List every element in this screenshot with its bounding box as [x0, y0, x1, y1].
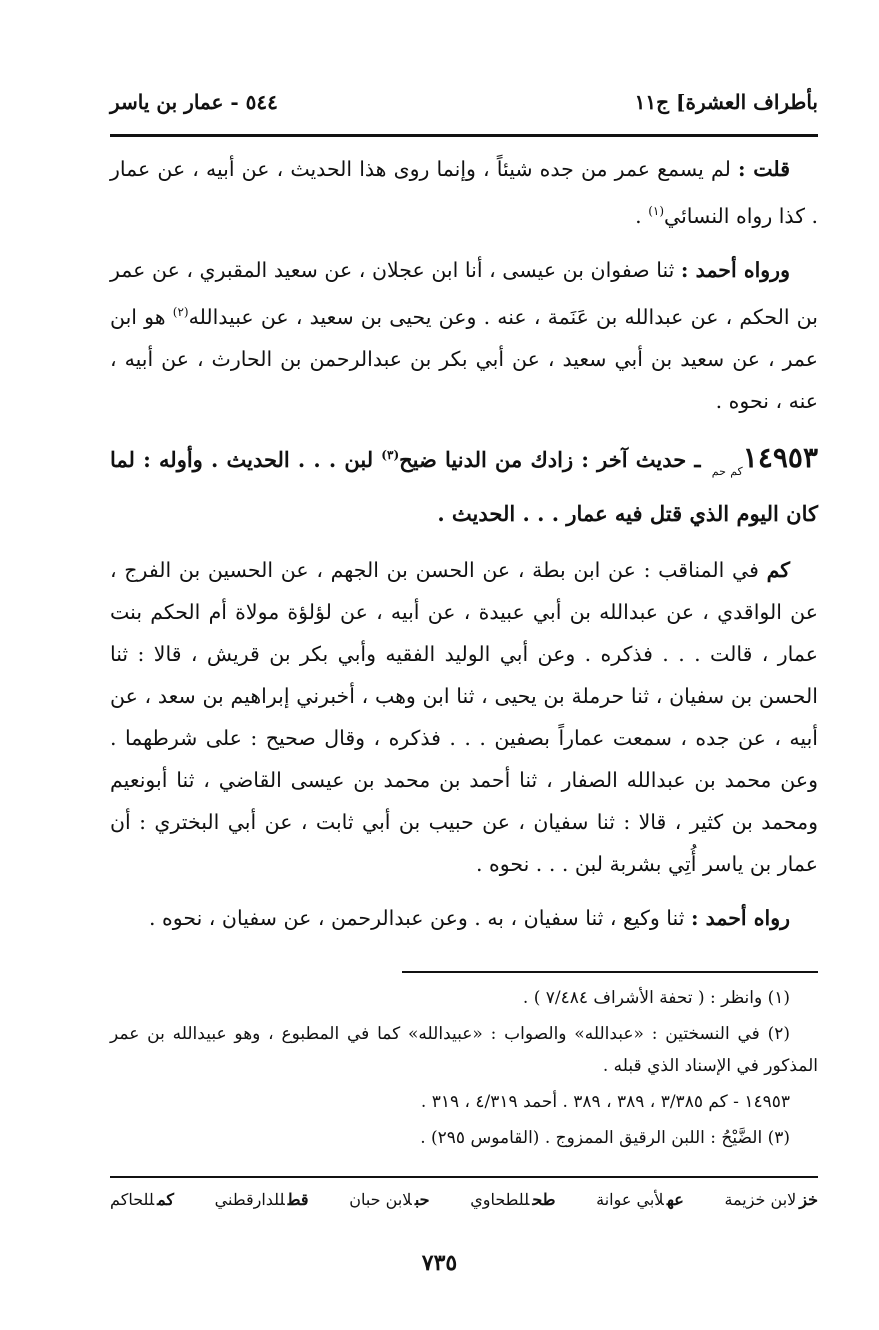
- hadith-heading: [110, 434, 818, 535]
- running-header: [110, 82, 818, 122]
- paragraph-tail: .: [635, 203, 649, 228]
- footnote-ref: (٣): [381, 447, 400, 462]
- hadith-text-continued: لبن . . . الحديث . وأوله : لما كان اليوم الذي قتل فيه عمار . . . الحديث .: [110, 446, 818, 526]
- source-abbr: حب: [414, 1190, 430, 1209]
- source-abbr: طح: [532, 1190, 556, 1209]
- source-name: لأبي عوانة: [596, 1190, 664, 1209]
- footnote-rule: [402, 971, 818, 973]
- source-name: للطحاوي: [470, 1190, 530, 1209]
- hadith-source-tag: كم حم: [711, 464, 743, 478]
- source-name: لابن حبان: [349, 1190, 412, 1209]
- source-abbr: خز: [799, 1190, 818, 1209]
- footnotes: [110, 982, 818, 1158]
- paragraph-text: ثنا صفوان بن عيسى ، أنا ابن عجلان ، عن سعيد المقبري ، عن عمر بن الحكم ، عن عبدالله بن عَنَمة ، عنه . وعن يحيى بن سعيد ، عن عبيدالله: [110, 257, 818, 329]
- source-item: [215, 1190, 309, 1209]
- hadith-text: ـ حديث آخر : زادك من الدنيا ضيح: [399, 446, 709, 472]
- paragraph-text: لم يسمع عمر من جده شيئاً ، وإنما روى هذا الحديث ، عن أبيه ، عن عمار . كذا رواه النسائي: [110, 157, 818, 228]
- paragraph-ahmad: [110, 249, 818, 422]
- paragraph-rawahu-ahmad: [110, 897, 818, 939]
- source-name: للدارقطني: [214, 1190, 285, 1209]
- paragraph-lead: رواه أحمد :: [690, 905, 790, 930]
- footnote-1: (١) وانظر : ( تحفة الأشراف ٧/٤٨٤ ) .: [522, 988, 790, 1008]
- footnote-hadith-refs: ١٤٩٥٣ - كم ٣/٣٨٥ ، ٣٨٩ ، ٣٨٩ . أحمد ٤/٣١٩ ، ٣١٩ .: [420, 1092, 790, 1112]
- paragraph-text: في المناقب : عن ابن بطة ، عن الحسن بن الجهم ، عن الحسين بن الفرج ، عن الواقدي ، عن عبدالله بن أبي عبيدة ، عن أبيه ، عن لؤلؤة مولاة أم الحكم بنت عمار ، قالت . . . فذكره . وعن أبي الوليد الفقيه وأبي بكر بن قريش ، قالا : ثنا الحسن بن سفيان ، ثنا حرملة بن يحيى ، ثنا ابن وهب ، أخبرني إبراهيم بن سعد ، عن أبيه ، عن جده ، سمعت عماراً بصفين . . . فذكره ، وقال صحيح : على شرطهما . وعن محمد بن عبدالله الصفار ، ثنا أحمد بن محمد بن عيسى القاضي ، ثنا أبونعيم ومحمد بن كثير ، قالا : ثنا سفيان ، عن حبيب بن أبي ثابت ، عن أبي البختري : أن عمار بن ياسر أُتِي بشربة لبن . . . نحوه .: [110, 557, 818, 876]
- footnote-ref: (٢): [172, 304, 189, 319]
- main-text: [110, 148, 818, 951]
- source-item: [470, 1190, 555, 1209]
- source-abbr: قط: [287, 1190, 309, 1209]
- paragraph-qultu: [110, 148, 818, 237]
- paragraph-tail: هو ابن عمر ، عن سعيد بن أبي سعيد ، عن أبي بكر بن عبدالرحمن بن الحارث ، عن أبيه ، عنه ، نحوه .: [110, 304, 818, 413]
- page-number: ٧٣٥: [421, 1250, 458, 1276]
- header-volume-title: بأطراف العشرة] ج١١: [634, 90, 818, 114]
- paragraph-text: ثنا وكيع ، ثنا سفيان ، به . وعن عبدالرحمن ، عن سفيان ، نحوه .: [148, 905, 691, 930]
- paragraph-lead: قلت :: [738, 157, 791, 181]
- header-section-title: ٥٤٤ - عمار بن ياسر: [110, 90, 278, 114]
- source-abbreviations: [110, 1190, 818, 1209]
- source-item: [724, 1190, 818, 1209]
- source-item: [349, 1190, 429, 1209]
- footnote-ref: (١): [648, 204, 665, 218]
- source-name: للحاكم: [110, 1190, 155, 1209]
- source-name: لابن خزيمة: [724, 1190, 797, 1209]
- source-item: [596, 1190, 684, 1209]
- footnote-2: (٢) في النسختين : «عبدالله» والصواب : «عبيدالله» كما في المطبوع ، وهو عبيدالله بن عمر المذكور في الإسناد الذي قبله .: [110, 1024, 818, 1076]
- paragraph-lead: كم: [766, 557, 790, 582]
- hadith-number: ١٤٩٥٣: [742, 440, 818, 474]
- source-abbr: كم: [157, 1190, 174, 1209]
- paragraph-manaqib: [110, 549, 818, 885]
- header-rule: [110, 134, 818, 137]
- paragraph-lead: ورواه أحمد :: [680, 257, 790, 282]
- bottom-rule: [110, 1176, 818, 1178]
- footnote-3: (٣) الضَّيْحُ : اللبن الرقيق الممزوج . (القاموس ٢٩٥) .: [420, 1128, 790, 1148]
- source-item: [110, 1190, 174, 1209]
- source-abbr: عه: [666, 1190, 684, 1209]
